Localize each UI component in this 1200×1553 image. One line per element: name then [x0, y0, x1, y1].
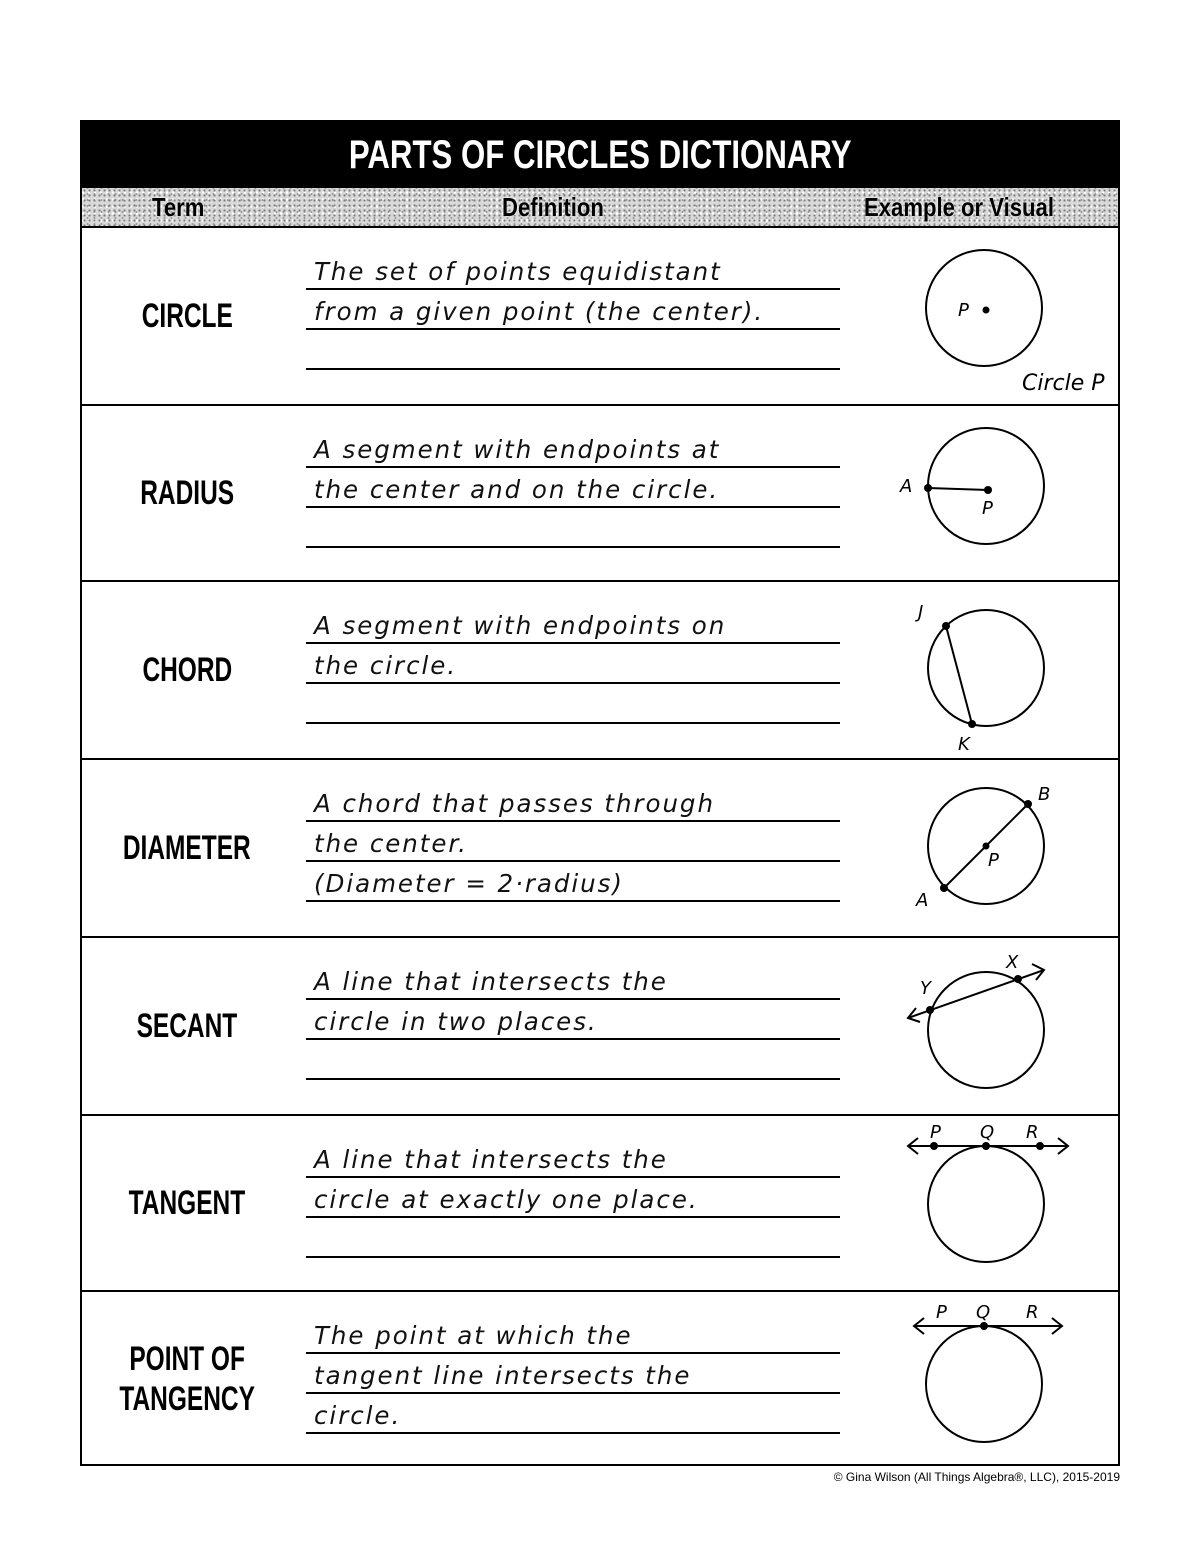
header-example: Example or Visual [864, 192, 1054, 222]
definition-text: the circle. [314, 651, 458, 680]
row-diameter [82, 760, 1118, 938]
definition-text: A line that intersects the [314, 967, 668, 996]
definition-cell [306, 406, 840, 580]
label-p: P [988, 850, 999, 871]
point-p [983, 843, 990, 850]
definition-line [306, 684, 840, 724]
label-x: X [1006, 952, 1019, 973]
definition-line [306, 822, 840, 862]
definition-text: the center and on the circle. [314, 475, 720, 504]
header-definition: Definition [502, 192, 604, 222]
term-cell [82, 1116, 292, 1290]
copyright-notice: © Gina Wilson (All Things Algebra®, LLC), 2015-2019 [833, 1470, 1120, 1484]
point-p [930, 1142, 938, 1150]
term-label: DIAMETER [123, 829, 251, 867]
definition-text: tangent line intersects the [314, 1361, 692, 1390]
definition-line [306, 1000, 840, 1040]
diameter-diagram [902, 760, 1122, 938]
definition-cell [306, 1292, 840, 1466]
definition-line [306, 862, 840, 902]
definition-line [306, 1178, 840, 1218]
point-k [968, 720, 976, 728]
definition-cell [306, 760, 840, 936]
row-point-of-tangency [82, 1292, 1118, 1466]
definition-text: circle at exactly one place. [314, 1185, 699, 1214]
label-a: A [900, 476, 913, 497]
term-cell [82, 228, 292, 404]
definition-cell [306, 1116, 840, 1290]
definition-line [306, 1394, 840, 1434]
term-cell [82, 582, 292, 758]
definition-text: (Diameter = 2·radius) [314, 869, 624, 898]
label-q: Q [980, 1122, 995, 1143]
radius-segment [928, 488, 988, 490]
dictionary-sheet [80, 120, 1120, 1466]
definition-text: from a given point (the center). [314, 297, 765, 326]
chord-segment [946, 626, 972, 724]
term-label: RADIUS [140, 474, 234, 512]
definition-line [306, 1218, 840, 1258]
point-b [1024, 800, 1032, 808]
visual-point-of-tangency [902, 1292, 1122, 1466]
point-j [942, 622, 950, 630]
column-header-row [82, 188, 1118, 228]
definition-text: A segment with endpoints at [314, 435, 721, 464]
page-title: PARTS OF CIRCLES DICTIONARY [348, 132, 852, 177]
definition-line [306, 290, 840, 330]
point-a [924, 484, 932, 492]
definition-text: A segment with endpoints on [314, 611, 727, 640]
label-p: P [930, 1122, 941, 1143]
definition-line [306, 468, 840, 508]
circle-shape [928, 428, 1044, 544]
label-r: R [1026, 1302, 1039, 1323]
visual-radius [902, 406, 1122, 580]
definition-line [306, 1314, 840, 1354]
point-r [1036, 1142, 1044, 1150]
label-y: Y [920, 978, 931, 999]
circle-shape [926, 1326, 1042, 1442]
definition-line [306, 330, 840, 370]
definition-line [306, 604, 840, 644]
definition-text: circle. [314, 1401, 402, 1430]
point-of-tangency-diagram [902, 1292, 1122, 1466]
label-j: J [918, 602, 924, 623]
definition-line [306, 644, 840, 684]
term-label: SECANT [136, 1007, 238, 1045]
label-r: R [1026, 1122, 1039, 1143]
definition-line [306, 1138, 840, 1178]
chord-diagram [902, 582, 1122, 760]
term-cell [82, 938, 292, 1114]
visual-circle [902, 228, 1122, 404]
term-cell [82, 760, 292, 936]
label-k: K [958, 734, 970, 755]
definition-line [306, 1354, 840, 1394]
visual-diameter [902, 760, 1122, 936]
definition-cell [306, 938, 840, 1114]
row-chord [82, 582, 1118, 760]
term-label: CHORD [142, 651, 232, 689]
title-bar [82, 122, 1118, 188]
definition-text: The set of points equidistant [314, 257, 722, 286]
row-tangent [82, 1116, 1118, 1292]
circle-shape [928, 972, 1044, 1088]
point-p [984, 486, 992, 494]
definition-text: The point at which the [314, 1321, 633, 1350]
visual-secant [902, 938, 1122, 1114]
point-q [980, 1322, 988, 1330]
label-q: Q [976, 1302, 991, 1323]
radius-diagram [902, 406, 1122, 582]
label-center: P [958, 300, 969, 321]
point-y [926, 1006, 934, 1014]
term-cell [82, 406, 292, 580]
tangent-diagram [902, 1116, 1122, 1292]
row-secant [82, 938, 1118, 1116]
term-label: CIRCLE [141, 297, 233, 335]
row-radius [82, 406, 1118, 582]
row-circle [82, 228, 1118, 406]
definition-text: circle in two places. [314, 1007, 598, 1036]
definition-line [306, 1040, 840, 1080]
term-label: TANGENT [128, 1184, 246, 1222]
definition-line [306, 508, 840, 548]
circle-shape [928, 1146, 1044, 1262]
definition-text: the center. [314, 829, 468, 858]
definition-text: A line that intersects the [314, 1145, 668, 1174]
point-x [1014, 975, 1022, 983]
point-a [940, 884, 948, 892]
definition-line [306, 250, 840, 290]
secant-diagram [902, 938, 1122, 1116]
point-q [982, 1142, 990, 1150]
visual-chord [902, 582, 1122, 758]
visual-tangent [902, 1116, 1122, 1290]
circle-caption: Circle P [1022, 371, 1105, 396]
definition-cell [306, 228, 840, 404]
definition-text: A chord that passes through [314, 789, 715, 818]
center-point [983, 307, 990, 314]
definition-line [306, 960, 840, 1000]
label-p: P [982, 498, 993, 519]
label-a: A [916, 890, 929, 911]
term-label: POINT OF TANGENCY [119, 1340, 255, 1418]
definition-line [306, 782, 840, 822]
definition-cell [306, 582, 840, 758]
label-b: B [1038, 784, 1051, 805]
term-cell [82, 1292, 292, 1466]
label-p: P [936, 1302, 947, 1323]
header-term: Term [152, 192, 205, 222]
definition-line [306, 428, 840, 468]
